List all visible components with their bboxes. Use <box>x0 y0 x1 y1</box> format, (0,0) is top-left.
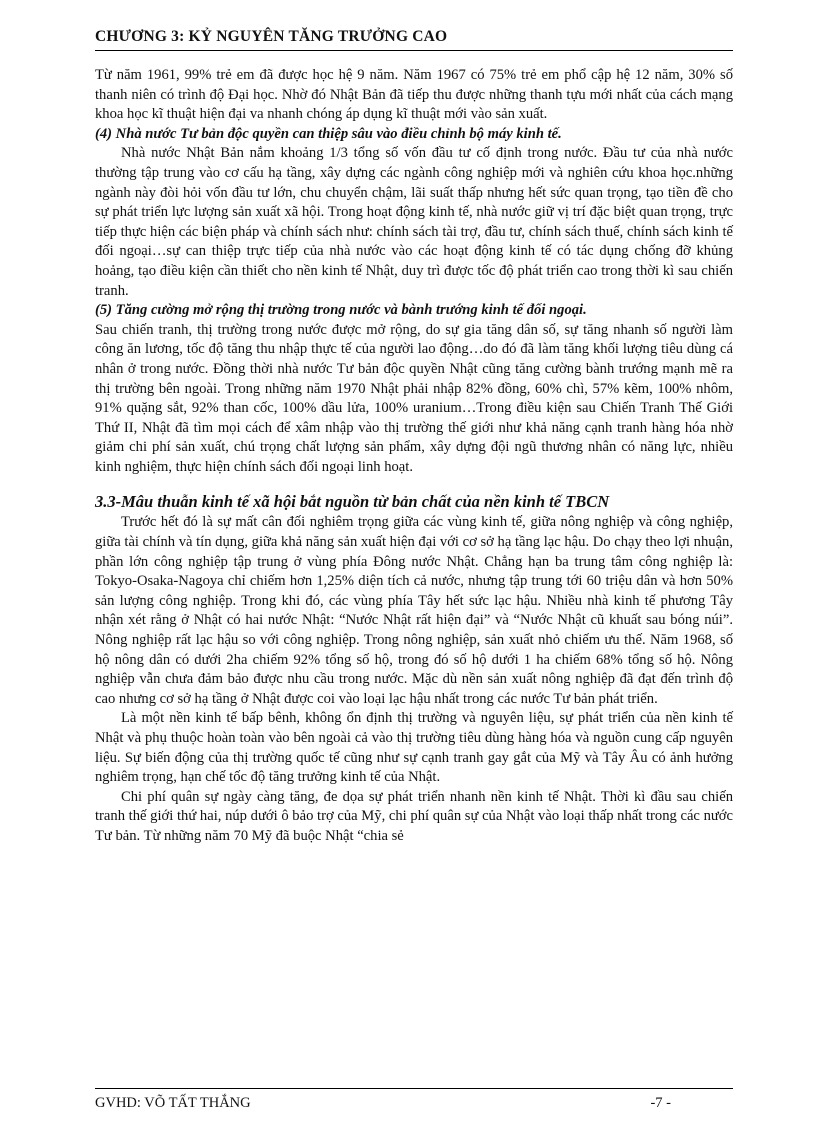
document-body <box>95 66 733 847</box>
page-header: CHƯƠNG 3: KỶ NGUYÊN TĂNG TRƯỞNG CAO <box>95 28 733 51</box>
subheading-5: (5) Tăng cường mở rộng thị trường trong nước và bành trướng kinh tế đối ngoại. <box>95 302 587 319</box>
paragraph-state-intervention: Nhà nước Nhật Bản nắm khoảng 1/3 tổng số vốn đầu tư cố định trong nước. Đầu tư của nhà nước thường tập trung vào cơ cấu hạ tầng, xây dựng các ngành công nghiệp mới và nghiên cứu khoa học.những ngành này đòi hỏi vốn đầu tư lớn, chu chuyển chậm, lãi suất thấp nhưng hết sức quan trọng, tạo tiền đề cho sự phát triển lực lượng sản xuất xã hội. Trong hoạt động kinh tế, nhà nước giữ vị trí đặc biệt quan trọng, trực tiếp thực hiện các biện pháp và chính sách như: chính sách tài trợ, đầu tư, chính sách thuế, chính sách kinh tế đối ngoại…sự can thiệp trực tiếp của nhà nước vào các hoạt động kinh tế có tác dụng chống đỡ khủng hoảng, tạo điều kiện cần thiết cho nền kinh tế Nhật, duy trì được tốc độ phát triển cao trong thời kì sau chiến tranh. <box>95 145 733 299</box>
page-footer <box>95 1088 733 1112</box>
page-number: -7 - <box>650 1095 671 1111</box>
footer-instructor: GVHD: VÕ TẤT THẮNG <box>95 1095 251 1111</box>
paragraph-imbalance: Trước hết đó là sự mất cân đối nghiêm trọng giữa các vùng kinh tế, giữa nông nghiệp và công nghiệp, giữa tài chính và tín dụng, giữa khả năng sản xuất hiện đại với cơ sở hạ tầng lạc hậu. Do chạy theo lợi nhuận, phần lớn công nghiệp tập trung ở vùng phía Đông nước Nhật. Chẳng hạn ba trung tâm công nghiệp là: Tokyo-Osaka-Nagoya chỉ chiếm hơn 1,25% diện tích cả nước, nhưng tập trung tới 60 triệu dân và hơn 50% sản lượng công nghiệp. Trong khi đó, các vùng phía Tây hết sức lạc hậu. Nhiều nhà kinh tế phương Tây nhận xét rằng ở Nhật có hai nước Nhật: “Nước Nhật rất hiện đại” và “Nước Nhật cũ khuất sau bóng núi”. Nông nghiệp rất lạc hậu so với công nghiệp. Trong nông nghiệp, sản xuất nhỏ chiếm ưu thế. Năm 1968, số hộ nông dân có dưới 2ha chiếm 92% tổng số hộ, trong đó số hộ dưới 1 ha chiếm 68% tổng số hộ. Nông nghiệp vẫn chưa đảm bảo được nhu cầu trong nước. Mặc dù nền sản xuất nông nghiệp đã đạt đến trình độ cao nhưng cơ sở hạ tầng ở Nhật được coi vào loại lạc hậu nhất trong các nước Tư bản phát triển. <box>95 514 733 707</box>
paragraph-education: Từ năm 1961, 99% trẻ em đã được học hệ 9 năm. Năm 1967 có 75% trẻ em phổ cập hệ 12 năm, 30% số thanh niên có trình độ Đại học. Nhờ đó Nhật Bản đã tiếp thu được những thanh tựu mới nhất của cách mạng khoa học kĩ thuật hiện đại va nhanh chóng áp dụng kĩ thuật mới vào sản xuất. <box>95 67 733 123</box>
section-heading-3-3: 3.3-Mâu thuẫn kinh tế xã hội bắt nguồn từ bản chất của nền kinh tế TBCN <box>95 492 610 512</box>
paragraph-military-spending: Chi phí quân sự ngày càng tăng, đe dọa sự phát triển nhanh nền kinh tế Nhật. Thời kì đầu sau chiến tranh thế giới thứ hai, núp dưới ô bảo trợ của Mỹ, chi phí quân sự của Nhật vào loại thấp nhất trong các nước Tư bản. Từ những năm 70 Mỹ đã buộc Nhật “chia sẻ <box>95 788 733 844</box>
subheading-4: (4) Nhà nước Tư bản độc quyền can thiệp sâu vào điều chỉnh bộ máy kinh tế. <box>95 125 562 142</box>
paragraph-unstable-economy: Là một nền kinh tế bấp bênh, không ổn định thị trường và nguyên liệu, sự phát triển của nền kinh tế Nhật và phụ thuộc hoàn toàn vào bên ngoài cả vào thị trường tiêu dùng hàng hóa và nguồn cung cấp nguyên liệu. Sự biến động của thị trường quốc tế cũng như sự cạnh tranh gay gắt của Mỹ và Tây Âu có ảnh hưởng nghiêm trọng, hạn chế tốc độ tăng trưởng kinh tế của Nhật. <box>95 710 733 786</box>
paragraph-market-expansion: Sau chiến tranh, thị trường trong nước được mở rộng, do sự gia tăng dân số, sự tăng nhanh số người làm công ăn lương, tốc độ tăng thu nhập thực tế của người lao động…do đó đã làm tăng khối lượng tiêu dùng cá nhân ở trong nước. Đồng thời nhà nước Tư bản độc quyền Nhật cũng tăng cường bành trướng mạnh mẽ ra thị trường bên ngoài. Trong những năm 1970 Nhật phải nhập 82% đồng, 60% chì, 57% kẽm, 100% nhôm, 91% quặng sắt, 92% than cốc, 100% dầu lửa, 100% uranium…Trong điều kiện sau Chiến Tranh Thế Giới Thứ II, Nhật đã tìm mọi cách để xâm nhập vào thị trường thế giới như khả năng cạnh tranh hàng hóa nhờ giảm chi phí sản xuất, chú trọng chất lượng sản phẩm, xây dựng đội ngũ thương nhân có năng lực, nhiều kinh nghiệm, thực hiện chính sách đối ngoại linh hoạt. <box>95 321 733 475</box>
